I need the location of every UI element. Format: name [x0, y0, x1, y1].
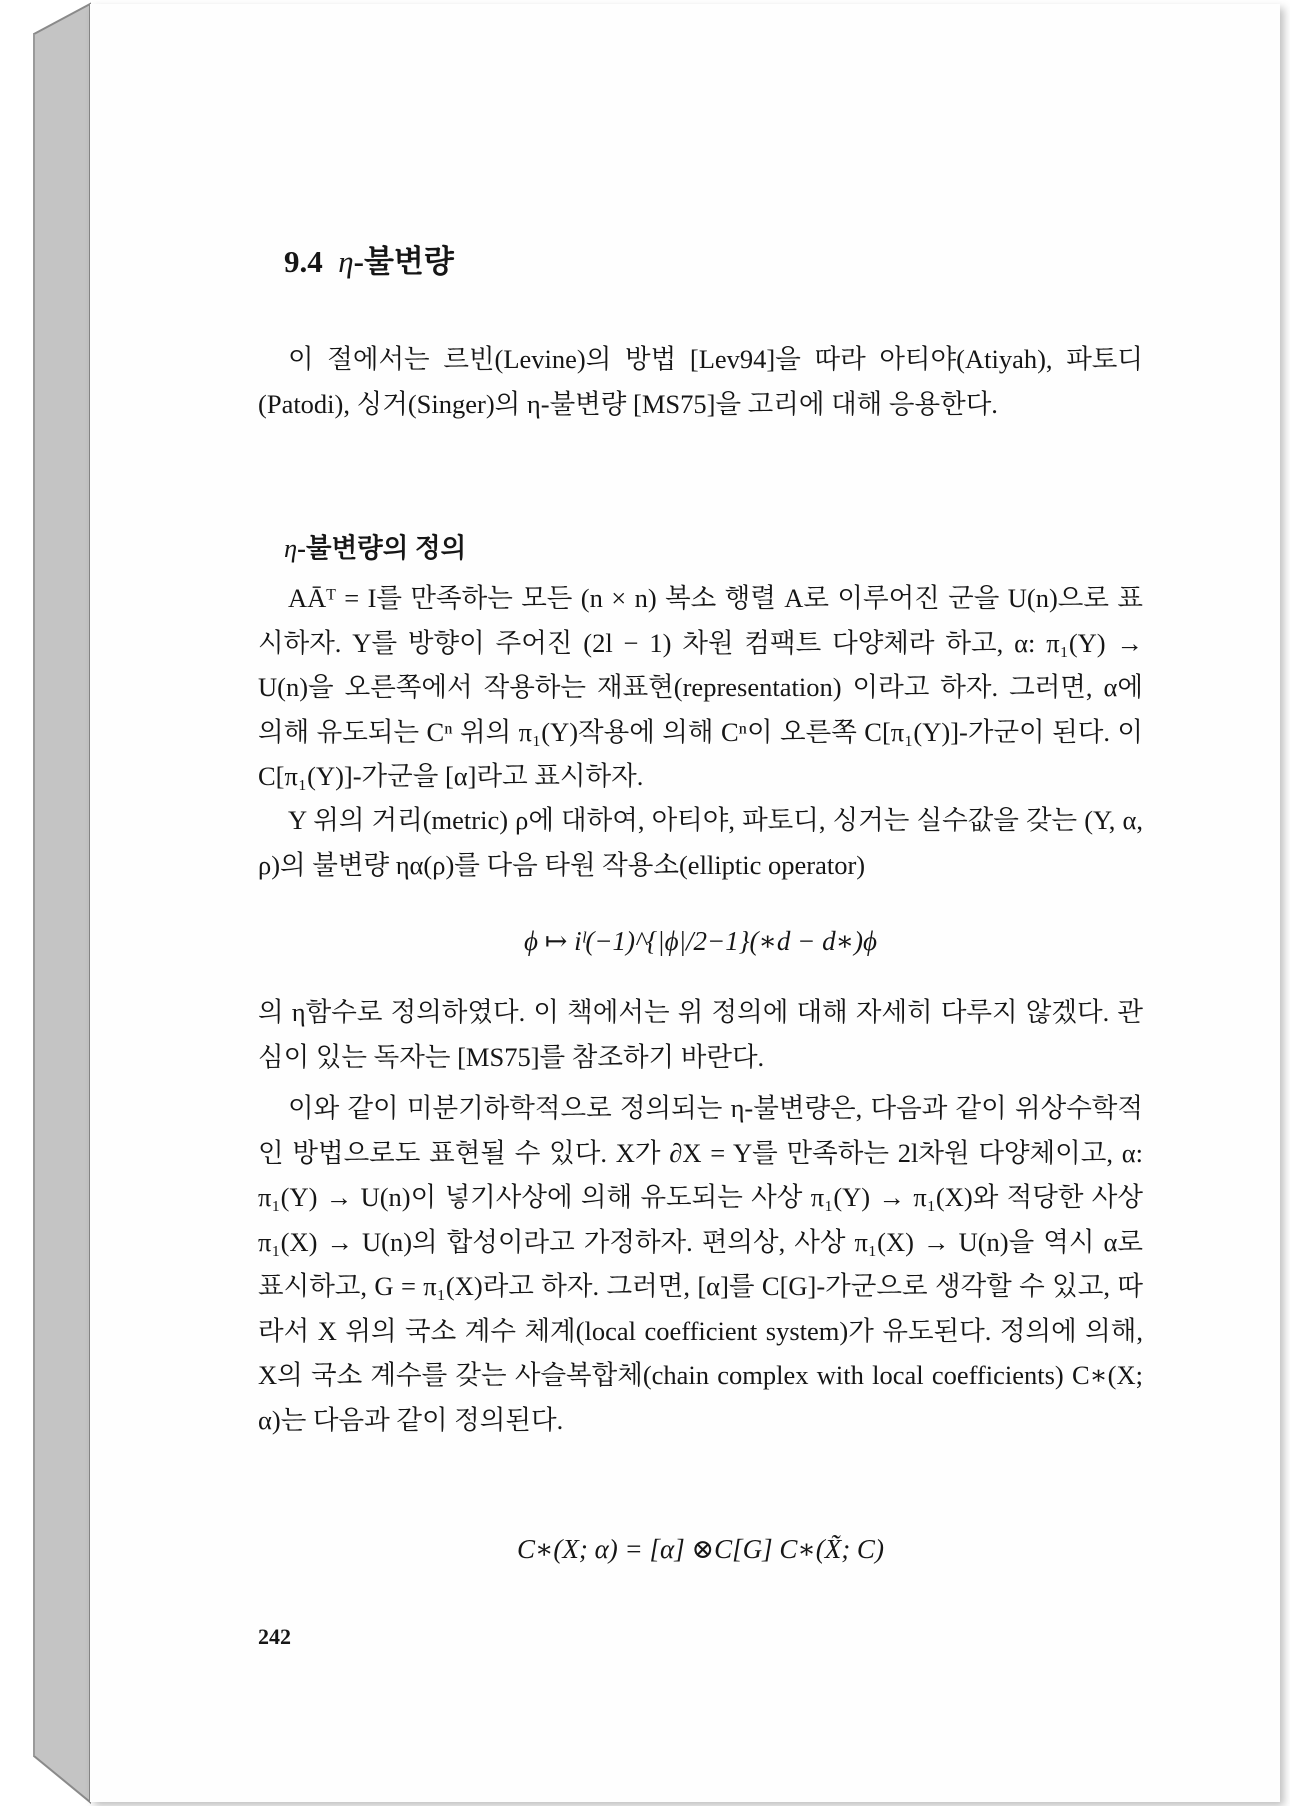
section-title-text: -불변량	[353, 244, 454, 279]
eta-function-text: 의 η함수로 정의하였다. 이 책에서는 위 정의에 대해 자세히 다루지 않겠다. 관심이 있는 독자는 [MS75]를 참조하기 바란다.	[258, 997, 1143, 1072]
topological-text: 이와 같이 미분기하학적으로 정의되는 η-불변량은, 다음과 같이 위상수학적인 방법으로도 표현될 수 있다. X가 ∂X = Y를 만족하는 2l차원 다양체이고, α: π₁(Y) → U(n)이 넣기사상에 의해 유도되는 사상 π₁(Y) → π₁(X)와 적당한 사상 π₁(X) → U(n)의 합성이라고 가정하자. 편의상, 사상 π₁(X) → U(n)을 역시 α로 표시하고, G = π₁(X)라고 하자. 그러면, [α]를 C[G]-가군으로 생각할 수 있고, 따라서 X 위의 국소 계수 체계(local coefficient system)가 유도된다. 정의에 의해, X의 국소 계수를 갖는 사슬복합체(chain complex with local coefficients) C∗(X; α)는 다음과 같이 정의된다.	[258, 1093, 1143, 1435]
metric-paragraph	[258, 798, 1143, 887]
subsection-eta: η	[284, 533, 298, 563]
definition-paragraph	[258, 576, 1143, 799]
eta-function-paragraph	[258, 990, 1143, 1079]
subsection-text: -불변량의 정의	[297, 533, 467, 563]
section-title-eta: η	[338, 244, 354, 279]
definition-text: AĀᵀ = I를 만족하는 모든 (n × n) 복소 행렬 A로 이루어진 군을 U(n)으로 표시하자. Y를 방향이 주어진 (2l − 1) 차원 컴팩트 다양체라 하고, α: π₁(Y) → U(n)을 오른쪽에서 작용하는 재표현(representation) 이라고 하자. 그러면, α에 의해 유도되는 Cⁿ 위의 π₁(Y)작용에 의해 Cⁿ이 오른쪽 C[π₁(Y)]-가군이 된다. 이 C[π₁(Y)]-가군을 [α]라고 표시하자.	[258, 583, 1143, 791]
intro-text: 이 절에서는 르빈(Levine)의 방법 [Lev94]을 따라 아티야(Atiyah), 파토디(Patodi), 싱거(Singer)의 η-불변량 [MS75]을 고리에 대해 응용한다.	[258, 344, 1143, 419]
page-number: 242	[258, 1624, 291, 1649]
topological-paragraph	[258, 1086, 1143, 1442]
operator-equation: ϕ ↦ iˡ(−1)^{|ϕ|/2−1}(∗d − d∗)ϕ	[524, 926, 877, 956]
chain-complex-equation: C∗(X; α) = [α] ⊗C[G] C∗(X̃; C)	[517, 1534, 884, 1564]
document-page	[90, 4, 1280, 1802]
intro-paragraph	[258, 337, 1143, 426]
metric-text: Y 위의 거리(metric) ρ에 대하여, 아티야, 파토디, 싱거는 실수값을 갖는 (Y, α, ρ)의 불변량 ηα(ρ)를 다음 타원 작용소(elliptic operator)	[258, 805, 1143, 880]
section-number: 9.4	[284, 244, 323, 279]
subsection-title	[284, 526, 466, 565]
section-title	[284, 236, 454, 281]
